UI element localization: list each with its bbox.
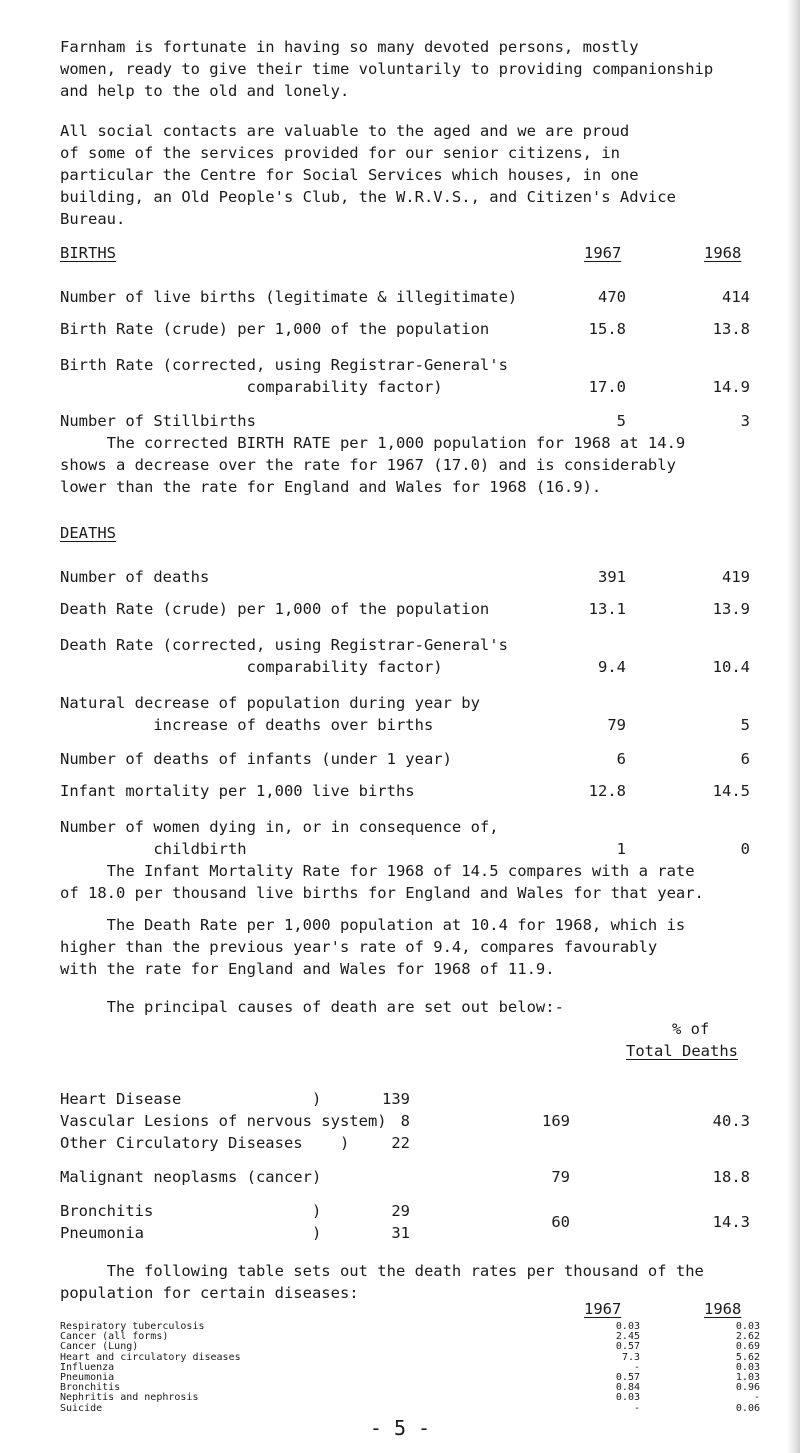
page-number: - 5 - [369,1416,431,1440]
births-row-value-1967: 470 [598,288,626,306]
births-row-value-1967: 17.0 [588,378,626,396]
deaths-row-label: Natural decrease of population during year by increase of deaths over births [60,694,480,734]
births-row-value-1968: 3 [740,412,750,430]
disease-rate-label: Cancer (all forms) [60,1331,169,1343]
cause-group-total: 79 [551,1168,570,1186]
disease-rate-label: Bronchitis [60,1382,121,1394]
cause-group-total: 60 [551,1213,570,1231]
cause-label: Malignant neoplasms (cancer) [60,1168,322,1186]
disease-rate-1968: 0.03 [735,1361,760,1373]
deaths-row-label: Number of deaths [60,568,210,586]
cause-count: 22 [391,1134,410,1152]
disease-rate-label: Nephritis and nephrosis [60,1392,199,1404]
deaths-row-value-1968: 0 [740,840,750,858]
disease-rate-1967: - [633,1402,640,1414]
disease-rate-1968: 2.62 [735,1331,760,1343]
disease-rate-1968: 0.96 [735,1382,760,1394]
births-row-label: Birth Rate (crude) per 1,000 of the population [60,320,490,338]
disease-rate-1968: 0.03 [735,1321,760,1332]
deaths-row-label: Infant mortality per 1,000 live births [60,782,415,800]
disease-rate-label: Pneumonia [60,1372,115,1383]
deaths-row-value-1968: 6 [740,750,750,768]
cause-group-total: 169 [542,1112,570,1130]
deaths-row-value-1967: 12.8 [588,782,626,800]
intro-paragraph-2: All social contacts are valuable to the aged and we are proud of some of the services provided for our senior citizens, in particular the Centre for Social Services which houses, in one building, an Old People's Club, the W.R.V.S., and Citizen's Advice Bureau. [60,122,676,228]
disease-rate-1967: 0.84 [615,1382,640,1394]
disease-rate-label: Suicide [60,1402,103,1414]
births-row-value-1967: 5 [616,412,626,430]
deaths-row-value-1967: 79 [607,716,626,734]
deaths-row-value-1967: 1 [616,840,626,858]
cause-count: 139 [382,1090,410,1108]
deaths-row-value-1968: 419 [722,568,750,586]
births-row-value-1967: 15.8 [588,320,626,338]
disease-rate-1968: - [753,1392,760,1404]
disease-rate-1968: 5.62 [735,1351,760,1363]
deaths-row-label: Death Rate (crude) per 1,000 of the population [60,600,490,618]
births-row-value-1968: 13.8 [712,320,750,338]
death-rate-note: The Death Rate per 1,000 population at 10.4 for 1968, which is higher than the previous year's rate of 9.4, compares favourably with the rate for England and Wales for 1968 of 11.9. [60,916,686,978]
births-row-value-1968: 414 [722,288,750,306]
deaths-row-value-1967: 13.1 [588,600,626,618]
disease-rate-1968: 1.03 [735,1372,760,1383]
deaths-row-value-1967: 9.4 [598,658,626,676]
disease-rate-label: Cancer (Lung) [60,1341,139,1353]
disease-rate-1967: 0.57 [615,1372,640,1383]
births-row-label: Number of Stillbirths [60,412,256,430]
births-row-value-1968: 14.9 [712,378,750,396]
causes-pct-header-2: Total Deaths [626,1042,738,1060]
births-row-label: Birth Rate (corrected, using Registrar-General's comparability factor) [60,356,508,396]
deaths-row-label: Number of deaths of infants (under 1 year) [60,750,452,768]
cause-label: Bronchitis ) [60,1202,322,1220]
deaths-row-value-1968: 10.4 [712,658,750,676]
disease-rate-1967: 0.57 [615,1341,640,1353]
disease-rates-intro: The following table sets out the death rates per thousand of the population for certain diseases: [60,1262,704,1302]
deaths-row-label: Number of women dying in, or in consequence of, childbirth [60,818,499,858]
cause-label: Heart Disease ) [60,1090,322,1108]
disease-rate-1967: 0.03 [615,1321,640,1332]
disease-rate-1967: 2.45 [615,1331,640,1343]
intro-paragraph-1: Farnham is fortunate in having so many devoted persons, mostly women, ready to give their time voluntarily to providing companionship and help to the old and lonely. [60,38,714,100]
births-year-1967: 1967 [584,244,622,262]
cause-group-percent: 18.8 [712,1168,750,1186]
causes-intro: The principal causes of death are set out below:- [60,998,564,1016]
births-heading: BIRTHS [60,244,116,262]
cause-label: Pneumonia ) [60,1224,322,1242]
deaths-row-value-1967: 391 [598,568,626,586]
disease-rate-label: Heart and circulatory diseases [60,1351,241,1363]
cause-count: 31 [391,1224,410,1242]
deaths-row-value-1968: 5 [740,716,750,734]
deaths-row-value-1968: 14.5 [712,782,750,800]
disease-rate-label: Influenza [60,1361,115,1373]
cause-count: 8 [400,1112,410,1130]
causes-pct-header-1: % of [672,1020,710,1038]
cause-group-percent: 14.3 [712,1213,750,1231]
cause-label: Other Circulatory Diseases ) [60,1134,350,1152]
page-edge-shadow [786,0,800,1453]
deaths-heading: DEATHS [60,524,116,542]
births-note: The corrected BIRTH RATE per 1,000 population for 1968 at 14.9 shows a decrease over the rate for 1967 (17.0) and is considerably lower than the rate for England and Wales for 1968 (16.9). [60,434,686,496]
infant-mortality-note: The Infant Mortality Rate for 1968 of 14.5 compares with a rate of 18.0 per thousand live births for England and Wales for that year. [60,862,704,902]
cause-label: Vascular Lesions of nervous system) [60,1112,387,1130]
disease-rate-1967: 7.3 [621,1351,640,1363]
deaths-row-value-1968: 13.9 [712,600,750,618]
disease-rate-1967: - [633,1361,640,1373]
disease-rate-1967: 0.03 [615,1392,640,1404]
disease-rate-1968: 0.06 [735,1402,760,1414]
disease-rate-label: Respiratory tuberculosis [60,1321,205,1332]
disease-rate-1968: 0.69 [735,1341,760,1353]
births-year-1968: 1968 [704,244,742,262]
cause-group-percent: 40.3 [712,1112,750,1130]
deaths-row-label: Death Rate (corrected, using Registrar-General's comparability factor) [60,636,508,676]
disease-rates-year-1968: 1968 [704,1300,742,1318]
disease-rates-year-1967: 1967 [584,1300,622,1318]
cause-count: 29 [391,1202,410,1220]
deaths-row-value-1967: 6 [616,750,626,768]
births-row-label: Number of live births (legitimate & illegitimate) [60,288,518,306]
